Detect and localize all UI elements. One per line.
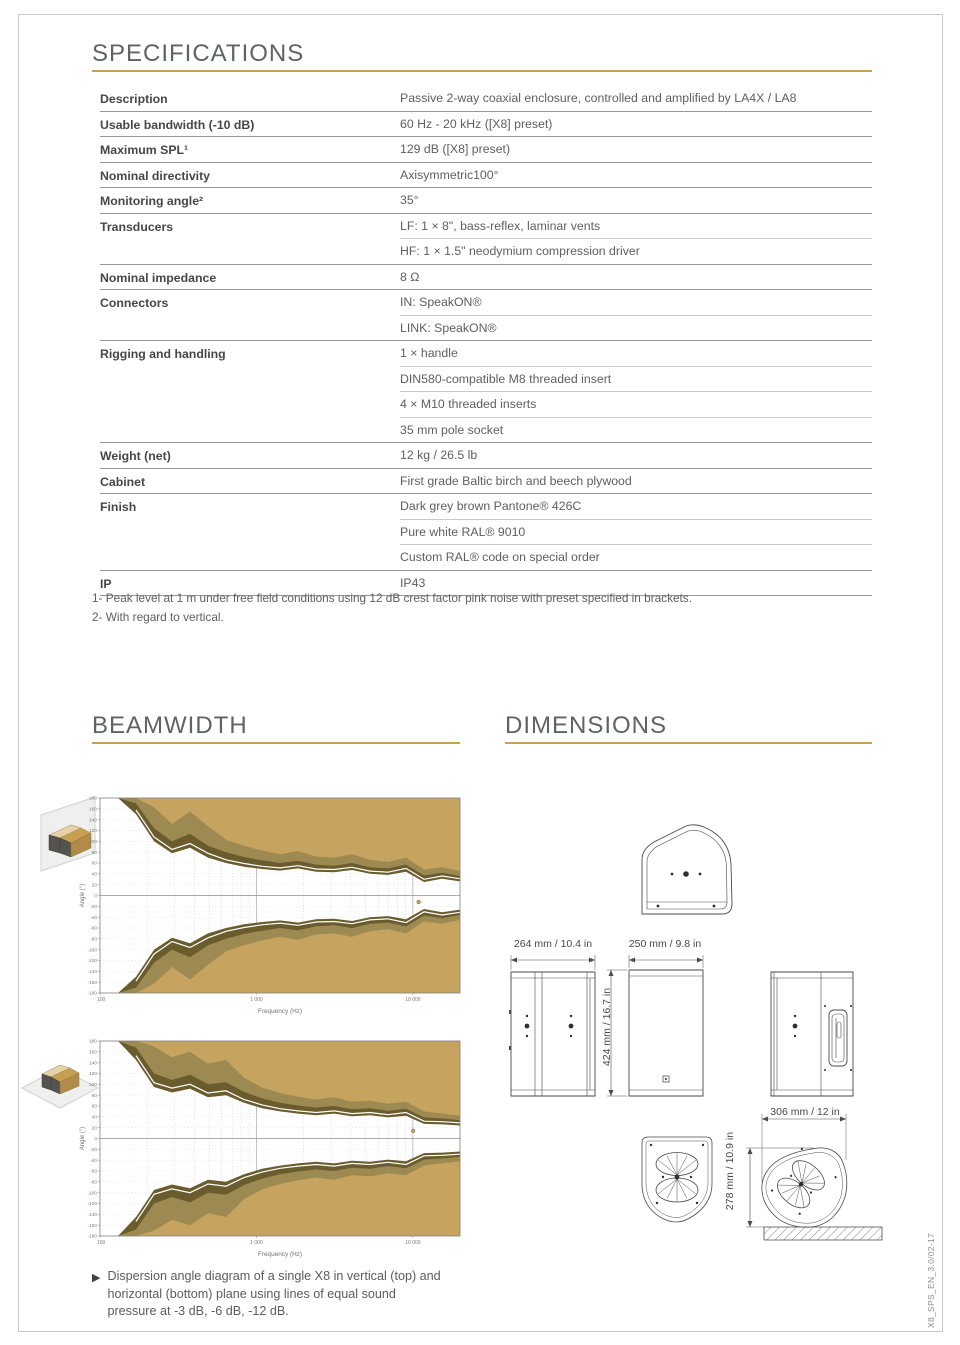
- spec-row: [100, 290, 872, 341]
- svg-text:20: 20: [91, 1126, 97, 1132]
- caption-arrow-icon: ▶: [92, 1272, 101, 1284]
- svg-text:-160: -160: [87, 1223, 97, 1229]
- specifications-rule: [92, 70, 872, 72]
- svg-text:60: 60: [91, 1104, 97, 1110]
- svg-text:120: 120: [88, 829, 97, 835]
- svg-text:-140: -140: [87, 1213, 97, 1219]
- spec-row-values: [400, 137, 872, 162]
- beamwidth-title: BEAMWIDTH: [92, 712, 248, 739]
- svg-text:10 000: 10 000: [405, 1240, 421, 1246]
- beamwidth-horizontal-chart: [78, 1036, 462, 1262]
- svg-text:180: 180: [88, 1039, 97, 1045]
- spec-row: [100, 265, 872, 291]
- spec-row: [100, 86, 872, 112]
- svg-text:Angle (°): Angle (°): [80, 1126, 86, 1151]
- spec-value: 12 kg / 26.5 lb: [400, 448, 478, 463]
- spec-value: Pure white RAL® 9010: [400, 519, 872, 545]
- spec-row: [100, 137, 872, 163]
- spec-row-label: Transducers: [100, 219, 174, 234]
- spec-value: 8 Ω: [400, 269, 420, 284]
- svg-text:40: 40: [91, 1115, 97, 1121]
- beamwidth-rule: [92, 742, 460, 744]
- spec-value: 35°: [400, 193, 419, 208]
- beamwidth-vertical-chart: [78, 793, 462, 1019]
- spec-row: [100, 443, 872, 469]
- svg-text:0: 0: [94, 1137, 97, 1143]
- svg-text:100: 100: [97, 997, 106, 1003]
- svg-text:180: 180: [88, 796, 97, 802]
- spec-row: [100, 214, 872, 265]
- spec-value: Axisymmetric100°: [400, 167, 499, 182]
- svg-text:-40: -40: [90, 1158, 97, 1164]
- spec-row-label: Finish: [100, 500, 137, 514]
- spec-row: [100, 469, 872, 495]
- spec-row-values: [400, 290, 872, 340]
- top-view-drawing: [628, 822, 743, 922]
- svg-text:-80: -80: [90, 937, 97, 943]
- monitor-height-dimension-label: 278 mm / 10.9 in: [724, 1131, 736, 1211]
- spec-value: 4 × M10 threaded inserts: [400, 391, 872, 417]
- monitor-view-drawing: [740, 1105, 885, 1243]
- spec-row-label: Weight (net): [100, 449, 171, 463]
- svg-text:-80: -80: [90, 1180, 97, 1186]
- caption-text: Dispersion angle diagram of a single X8 in vertical (top) and horizontal (bottom) plane using lines of equal sound pressure at -3 dB, -6 dB, -12 dB.: [107, 1269, 441, 1318]
- svg-text:-180: -180: [87, 991, 97, 997]
- svg-text:-20: -20: [90, 1148, 97, 1154]
- svg-text:-60: -60: [90, 926, 97, 932]
- footnote-2: 2- With regard to vertical.: [92, 610, 224, 624]
- spec-row: [100, 341, 872, 443]
- svg-text:1 000: 1 000: [250, 997, 263, 1003]
- svg-text:-160: -160: [87, 980, 97, 986]
- svg-text:100: 100: [88, 1083, 97, 1089]
- svg-text:1 000: 1 000: [250, 1240, 263, 1246]
- front-view-drawing: [595, 952, 710, 1102]
- document-reference: X8_SPS_EN_3.0/02-17: [926, 1232, 936, 1328]
- spec-row-values: [400, 469, 872, 494]
- svg-text:-100: -100: [87, 1191, 97, 1197]
- monitor-width-dimension-label: 306 mm / 12 in: [770, 1106, 840, 1118]
- side-view-right-drawing: [765, 952, 860, 1102]
- spec-value: 1 × handle: [400, 346, 458, 361]
- svg-text:-60: -60: [90, 1169, 97, 1175]
- spec-row-values: [400, 494, 872, 570]
- svg-text:-180: -180: [87, 1234, 97, 1240]
- svg-text:160: 160: [88, 807, 97, 813]
- svg-text:-140: -140: [87, 970, 97, 976]
- spec-row-label: Rigging and handling: [100, 347, 226, 361]
- svg-text:20: 20: [91, 883, 97, 889]
- depth-dimension-label: 264 mm / 10.4 in: [513, 938, 593, 950]
- width-dimension-label: 250 mm / 9.8 in: [628, 938, 702, 950]
- dimensions-title: DIMENSIONS: [505, 712, 668, 739]
- svg-text:80: 80: [91, 1093, 97, 1099]
- spec-value: IP43: [400, 575, 426, 590]
- spec-value: 35 mm pole socket: [400, 417, 872, 443]
- specifications-table: [100, 86, 872, 596]
- spec-row-label: Connectors: [100, 296, 169, 310]
- spec-value: First grade Baltic birch and beech plywood: [400, 473, 632, 488]
- beamwidth-caption: [92, 1268, 444, 1321]
- svg-text:Frequency (Hz): Frequency (Hz): [257, 1008, 303, 1015]
- back-view-drawing: [636, 1132, 718, 1232]
- svg-text:Angle (°): Angle (°): [80, 883, 86, 908]
- svg-text:0: 0: [94, 894, 97, 900]
- spec-row-values: [400, 341, 872, 442]
- svg-text:100: 100: [88, 840, 97, 846]
- spec-row-label: Description: [100, 92, 168, 106]
- spec-row: [100, 494, 872, 571]
- svg-text:-40: -40: [90, 915, 97, 921]
- spec-row: [100, 188, 872, 214]
- spec-value: Dark grey brown Pantone® 426C: [400, 499, 582, 514]
- spec-value: Passive 2-way coaxial enclosure, controlled and amplified by LA4X / LA8: [400, 91, 797, 106]
- spec-row-values: [400, 163, 872, 188]
- spec-row-label: Maximum SPL¹: [100, 143, 189, 157]
- side-view-left-drawing: [503, 952, 603, 1102]
- spec-value: IN: SpeakON®: [400, 295, 482, 310]
- spec-row-values: [400, 265, 872, 290]
- footnotes: [92, 589, 692, 627]
- spec-row-label: IP: [100, 576, 112, 591]
- dimensions-rule: [505, 742, 872, 744]
- spec-row-values: [400, 112, 872, 137]
- spec-row: [100, 112, 872, 138]
- height-dimension-label: 424 mm / 16.7 in: [601, 987, 613, 1067]
- svg-text:-20: -20: [90, 905, 97, 911]
- spec-value: 129 dB ([X8] preset): [400, 142, 511, 157]
- svg-text:40: 40: [91, 872, 97, 878]
- spec-row-label: Cabinet: [100, 474, 146, 489]
- svg-text:Frequency (Hz): Frequency (Hz): [257, 1251, 303, 1258]
- svg-text:160: 160: [88, 1050, 97, 1056]
- spec-value: Custom RAL® code on special order: [400, 544, 872, 570]
- spec-row: [100, 163, 872, 189]
- spec-value: DIN580-compatible M8 threaded insert: [400, 366, 872, 392]
- spec-value: HF: 1 × 1.5" neodymium compression driver: [400, 238, 872, 264]
- spec-row-values: [400, 188, 872, 213]
- footnote-1: 1- Peak level at 1 m under free field conditions using 12 dB crest factor pink noise with preset specified in brackets.: [92, 591, 692, 605]
- svg-text:140: 140: [88, 818, 97, 824]
- svg-text:-100: -100: [87, 948, 97, 954]
- spec-row-values: [400, 443, 872, 468]
- spec-row-label: Nominal directivity: [100, 168, 211, 183]
- svg-text:80: 80: [91, 850, 97, 856]
- spec-value: 60 Hz - 20 kHz ([X8] preset): [400, 116, 553, 131]
- svg-text:120: 120: [88, 1072, 97, 1078]
- svg-text:10 000: 10 000: [405, 997, 421, 1003]
- spec-row-label: Monitoring angle²: [100, 194, 204, 208]
- spec-row-label: Nominal impedance: [100, 270, 217, 285]
- spec-row-values: [400, 214, 872, 264]
- spec-row-label: Usable bandwidth (-10 dB): [100, 117, 255, 132]
- svg-text:100: 100: [97, 1240, 106, 1246]
- svg-text:60: 60: [91, 861, 97, 867]
- spec-row-values: [400, 86, 872, 111]
- svg-text:-120: -120: [87, 959, 97, 965]
- spec-value: LINK: SpeakON®: [400, 315, 872, 341]
- svg-text:-120: -120: [87, 1202, 97, 1208]
- svg-text:140: 140: [88, 1061, 97, 1067]
- spec-value: LF: 1 × 8", bass-reflex, laminar vents: [400, 218, 601, 233]
- specifications-title: SPECIFICATIONS: [92, 40, 305, 67]
